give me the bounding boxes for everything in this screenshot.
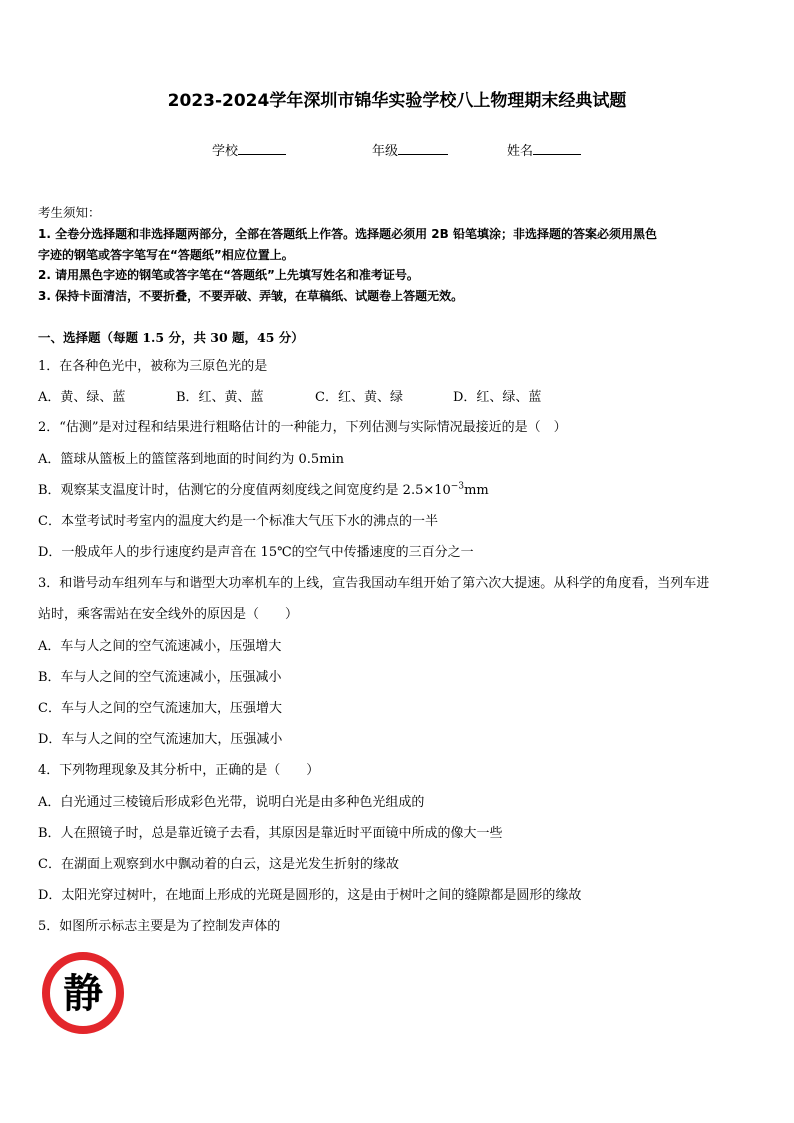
- q2-option-a: A．篮球从篮板上的篮筐落到地面的时间约为 0.5min: [38, 452, 345, 467]
- q4-option-a: A．白光通过三棱镜后形成彩色光带，说明白光是由多种色光组成的: [38, 795, 425, 810]
- name-label: 姓名: [507, 144, 534, 159]
- quiet-sign-character: 静: [63, 971, 103, 1017]
- q3-stem-line-1: 3．和谐号动车组列车与和谐型大功率机车的上线，宣告我国动车组开始了第六次大提速。从科学的角度看，当列车进: [38, 576, 710, 591]
- q3-option-b: B．车与人之间的空气流速减小，压强减小: [38, 670, 282, 685]
- q3-option-d: D．车与人之间的空气流速加大，压强减小: [38, 732, 283, 747]
- q4-stem: 4．下列物理现象及其分析中，正确的是（ ）: [38, 763, 320, 778]
- school-field: [212, 140, 286, 159]
- q2-option-b: [38, 479, 489, 498]
- school-label: 学校: [212, 144, 239, 159]
- q2-stem: 2．“估测”是对过程和结果进行粗略估计的一种能力，下列估测与实际情况最接近的是（ ）: [38, 420, 567, 435]
- notice-item-2: 2. 请用黑色字迹的钢笔或答字笔在“答题纸”上先填写姓名和准考证号。: [38, 268, 419, 282]
- q2-option-b-text: B．观察某支温度计时，估测它的分度值两刻度线之间宽度约是 2.5×10: [38, 483, 451, 498]
- q1-option-a: A．黄、绿、蓝: [38, 390, 126, 405]
- q3-option-a: A．车与人之间的空气流速减小，压强增大: [38, 639, 282, 654]
- q4-option-b: B．人在照镜子时，总是靠近镜子去看，其原因是靠近时平面镜中所成的像大一些: [38, 826, 503, 841]
- notice-item-1-line-2: 字迹的钢笔或答字笔写在“答题纸”相应位置上。: [38, 248, 294, 262]
- name-blank: [533, 142, 581, 155]
- q3-option-c: C．车与人之间的空气流速加大，压强增大: [38, 701, 282, 716]
- q4-option-d: D．太阳光穿过树叶，在地面上形成的光斑是圆形的，这是由于树叶之间的缝隙都是圆形的缘故: [38, 888, 582, 903]
- page-title: 2023-2024学年深圳市锦华实验学校八上物理期末经典试题: [167, 91, 627, 111]
- q5-stem: 5．如图所示标志主要是为了控制发声体的: [38, 919, 281, 934]
- q2-option-d: D．一般成年人的步行速度约是声音在 15℃的空气中传播速度的三百分之一: [38, 545, 474, 560]
- q1-stem: 1．在各种色光中，被称为三原色光的是: [38, 359, 268, 374]
- q3-stem-line-2: 站时，乘客需站在安全线外的原因是（ ）: [38, 607, 299, 622]
- school-blank: [238, 142, 286, 155]
- grade-blank: [398, 142, 448, 155]
- name-field: [507, 140, 581, 159]
- q1-option-c: C．红、黄、绿: [315, 390, 403, 405]
- quiet-sign-icon: [41, 951, 125, 1035]
- section-title: 一、选择题（每题 1.5 分，共 30 题，45 分）: [38, 330, 304, 345]
- grade-field: [372, 140, 448, 159]
- q2-option-b-exponent: −3: [450, 481, 465, 492]
- q2-option-c: C．本堂考试时考室内的温度大约是一个标准大气压下水的沸点的一半: [38, 514, 438, 529]
- grade-label: 年级: [372, 144, 399, 159]
- notice-item-3: 3. 保持卡面清洁，不要折叠，不要弄破、弄皱，在草稿纸、试题卷上答题无效。: [38, 289, 464, 303]
- q1-option-d: D．红、绿、蓝: [453, 390, 542, 405]
- q4-option-c: C．在湖面上观察到水中飘动着的白云，这是光发生折射的缘故: [38, 857, 399, 872]
- notice-item-1-line-1: 1. 全卷分选择题和非选择题两部分，全部在答题纸上作答。选择题必须用 2B 铅笔填涂；非选择题的答案必须用黑色: [38, 227, 657, 241]
- notice-heading: 考生须知：: [38, 205, 101, 220]
- q2-option-b-unit: mm: [464, 483, 489, 498]
- q1-option-b: B．红、黄、蓝: [176, 390, 264, 405]
